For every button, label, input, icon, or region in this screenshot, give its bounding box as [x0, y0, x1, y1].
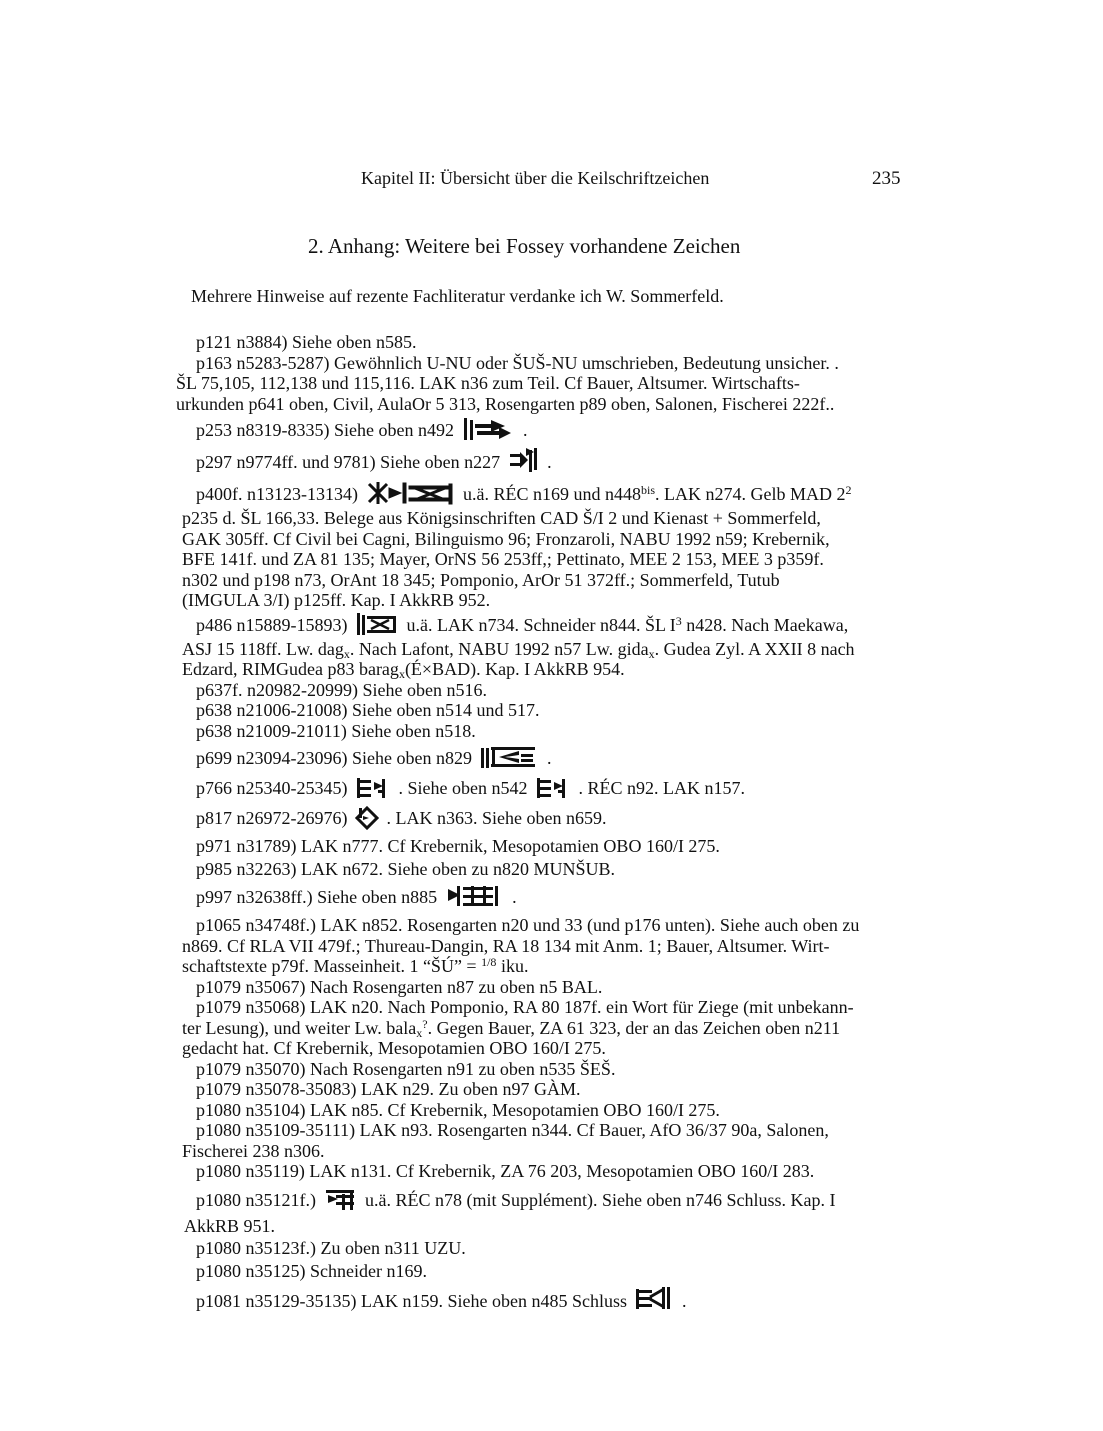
entry-line: (IMGULA 3/I) p125ff. Kap. I AkkRB 952. [182, 590, 491, 610]
entry-text: u.ä. RÉC n169 und n448 [462, 484, 641, 504]
entry-text: . LAK n274. Gelb MAD 2 [655, 484, 846, 504]
entry-line [0, 639, 1103, 660]
entry-text: . RÉC n92. LAK n157. [578, 778, 745, 798]
entry-p1079-c: p1079 n35070) Nach Rosengarten n91 zu oben n535 ŠEŠ. [196, 1058, 616, 1079]
cuneiform-sign-icon [634, 1285, 674, 1313]
entry-text: p817 n26972-26976) [196, 808, 348, 828]
entry-p971: p971 n31789) LAK n777. Cf Krebernik, Mesopotamien OBO 160/I 275. [196, 836, 720, 856]
entry-line: p1080 n35109-35111) LAK n93. Rosengarten n344. Cf Bauer, AfO 36/37 90a, Salonen, [196, 1120, 829, 1140]
entry-text: Edzard, RIMGudea p83 barag [182, 659, 399, 679]
entry-text: . Gegen Bauer, ZA 61 323, der an das Zeichen oben n211 [427, 1017, 841, 1038]
entry-line [0, 1018, 1103, 1039]
entry-p766 [0, 776, 1103, 800]
entry-p699 [0, 744, 1103, 770]
entry-text: . [546, 748, 552, 768]
entry-p1080-f: p1080 n35125) Schneider n169. [196, 1260, 427, 1281]
entry-text: p699 n23094-23096) Siehe oben n829 [196, 748, 472, 768]
entry-text: . Siehe oben n542 [398, 778, 528, 798]
entry-p1080-b [0, 1120, 1103, 1161]
entry-line: urkunden p641 oben, Civil, AulaOr 5 313, Rosengarten p89 oben, Salonen, Fischerei 222f.. [176, 393, 835, 414]
entry-text: n428. Nach Maekawa, [681, 614, 849, 635]
entry-text: . [547, 452, 552, 472]
entry-p1081 [0, 1285, 1103, 1313]
entry-line [0, 480, 1103, 506]
entry-p253 [0, 416, 1103, 442]
entry-p121: p121 n3884) Siehe oben n585. [196, 332, 417, 352]
fraction: 1/8 [481, 955, 497, 969]
entry-line [0, 611, 1103, 637]
entry-p297 [0, 446, 1103, 474]
entry-p817 [0, 806, 1103, 830]
entry-p400 [0, 480, 1103, 611]
cuneiform-sign-icon [535, 776, 571, 800]
running-header: Kapitel II: Übersicht über die Keilschriftzeichen [361, 168, 710, 188]
entry-text: iku. [496, 956, 529, 976]
cuneiform-sign-icon [324, 1186, 358, 1212]
superscript: ? [422, 1016, 428, 1031]
entry-text: p1081 n35129-35135) LAK n159. Siehe oben n485 Schluss [196, 1291, 627, 1311]
entry-p1079-b [0, 997, 1103, 1059]
entry-p163 [0, 353, 1103, 415]
entry-text: p297 n9774ff. und 9781) Siehe oben n227 [196, 452, 501, 472]
superscript: bis [640, 483, 655, 497]
cuneiform-sign-icon [355, 776, 391, 800]
subscript: x [343, 646, 350, 661]
entry-line: ŠL 75,105, 112,138 und 115,116. LAK n36 zum Teil. Cf Bauer, Altsumer. Wirtschafts- [176, 373, 800, 393]
entry-text: . [681, 1291, 687, 1311]
page-number: 235 [872, 168, 901, 189]
entries-list [0, 332, 1103, 1313]
entry-text: (É×BAD). Kap. I AkkRB 954. [404, 659, 625, 679]
entry-text: p997 n32638ff.) Siehe oben n885 [196, 887, 438, 907]
entry-p638-b: p638 n21009-21011) Siehe oben n518. [196, 720, 476, 741]
entry-p1080-e: p1080 n35123f.) Zu oben n311 UZU. [196, 1238, 466, 1258]
entry-text: u.ä. RÉC n78 (mit Supplément). Siehe oben n746 Schluss. Kap. I [365, 1189, 836, 1210]
entry-line: GAK 305ff. Cf Civil bei Cagni, Bilinguismo 96; Fronzaroli, NABU 1992 n59; Krebernik, [182, 528, 830, 549]
entry-text: . Nach Lafont, NABU 1992 n57 Lw. gida [349, 638, 649, 659]
cuneiform-sign-icon [445, 883, 505, 909]
entry-text: . [522, 420, 528, 440]
subscript: x [416, 1025, 423, 1040]
intro-paragraph: Mehrere Hinweise auf rezente Fachliteratur verdanke ich W. Sommerfeld. [191, 286, 724, 306]
entry-text: ter Lesung), und weiter Lw. bala [182, 1017, 417, 1038]
entry-line [0, 1186, 1103, 1212]
entry-line [0, 956, 1103, 977]
entry-text: . LAK n363. Siehe oben n659. [386, 808, 607, 828]
entry-line: p1065 n34748f.) LAK n852. Rosengarten n20 und 33 (und p176 unten). Siehe auch oben zu [196, 915, 860, 935]
entry-text: p253 n8319-8335) Siehe oben n492 [196, 420, 454, 440]
entry-line: BFE 141f. und ZA 81 135; Mayer, OrNS 56 253ff,; Pettinato, MEE 2 153, MEE 3 p359f. [182, 549, 824, 569]
cuneiform-sign-icon [355, 611, 399, 637]
entry-line: AkkRB 951. [184, 1215, 276, 1236]
entry-p1079-d: p1079 n35078-35083) LAK n29. Zu oben n97 GÀM. [196, 1079, 581, 1099]
cuneiform-sign-icon [479, 744, 539, 770]
superscript: 2 [845, 483, 852, 497]
entry-line: p235 d. ŠL 166,33. Belege aus Königsinschriften CAD Š/I 2 und Kienast + Sommerfeld, [182, 508, 821, 528]
entry-text: . [512, 887, 517, 907]
section-title: 2. Anhang: Weitere bei Fossey vorhandene Zeichen [308, 234, 741, 258]
entry-p637: p637f. n20982-20999) Siehe oben n516. [196, 679, 487, 700]
cuneiform-sign-icon [365, 480, 455, 506]
entry-line: p1079 n35068) LAK n20. Nach Pomponio, RA 80 187f. ein Wort für Ziege (mit unbekann- [196, 997, 854, 1017]
entry-line: p163 n5283-5287) Gewöhnlich U-NU oder ŠUŠ-NU umschrieben, Bedeutung unsicher. . [196, 352, 839, 373]
entry-text: p1080 n35121f.) [196, 1189, 316, 1210]
entry-p1080-a: p1080 n35104) LAK n85. Cf Krebernik, Mesopotamien OBO 160/I 275. [196, 1099, 720, 1120]
entry-p1065 [0, 915, 1103, 977]
cuneiform-sign-icon [461, 416, 515, 442]
entry-text: schaftstexte p79f. Masseinheit. 1 “ŠÚ” = [182, 956, 482, 976]
entry-p1080-c: p1080 n35119) LAK n131. Cf Krebernik, ZA 76 203, Mesopotamien OBO 160/I 283. [196, 1161, 815, 1181]
subscript: x [648, 646, 655, 661]
entry-line: n302 und p198 n73, OrAnt 18 345; Pomponio, ArOr 51 372ff.; Sommerfeld, Tutub [182, 569, 780, 590]
entry-line [0, 659, 1103, 680]
entry-text: ASJ 15 118ff. Lw. dag [182, 638, 344, 659]
entry-p1079-a: p1079 n35067) Nach Rosengarten n87 zu oben n5 BAL. [196, 976, 603, 997]
entry-line: Fischerei 238 n306. [182, 1140, 325, 1161]
entry-text: p766 n25340-25345) [196, 778, 348, 798]
entry-p985: p985 n32263) LAK n672. Siehe oben zu n820 MUNŠUB. [196, 858, 615, 879]
superscript: 3 [675, 613, 682, 628]
entry-line: gedacht hat. Cf Krebernik, Mesopotamien OBO 160/I 275. [182, 1038, 606, 1058]
entry-p638-a: p638 n21006-21008) Siehe oben n514 und 517. [196, 700, 540, 720]
cuneiform-sign-icon [355, 806, 379, 830]
entry-p997 [0, 883, 1103, 909]
entry-text: . Gudea Zyl. A XXII 8 nach [654, 638, 855, 659]
entry-line: n869. Cf RLA VII 479f.; Thureau-Dangin, RA 18 134 mit Anm. 1; Bauer, Altsumer. Wirt- [182, 935, 830, 956]
entry-text: p486 n15889-15893) [196, 614, 348, 635]
entry-text: p400f. n13123-13134) [196, 484, 358, 504]
subscript: x [398, 667, 405, 681]
entry-text: u.ä. LAK n734. Schneider n844. ŠL I [406, 614, 676, 635]
entry-p486 [0, 611, 1103, 680]
entry-p1080-d [0, 1186, 1103, 1237]
cuneiform-sign-icon [508, 446, 540, 474]
